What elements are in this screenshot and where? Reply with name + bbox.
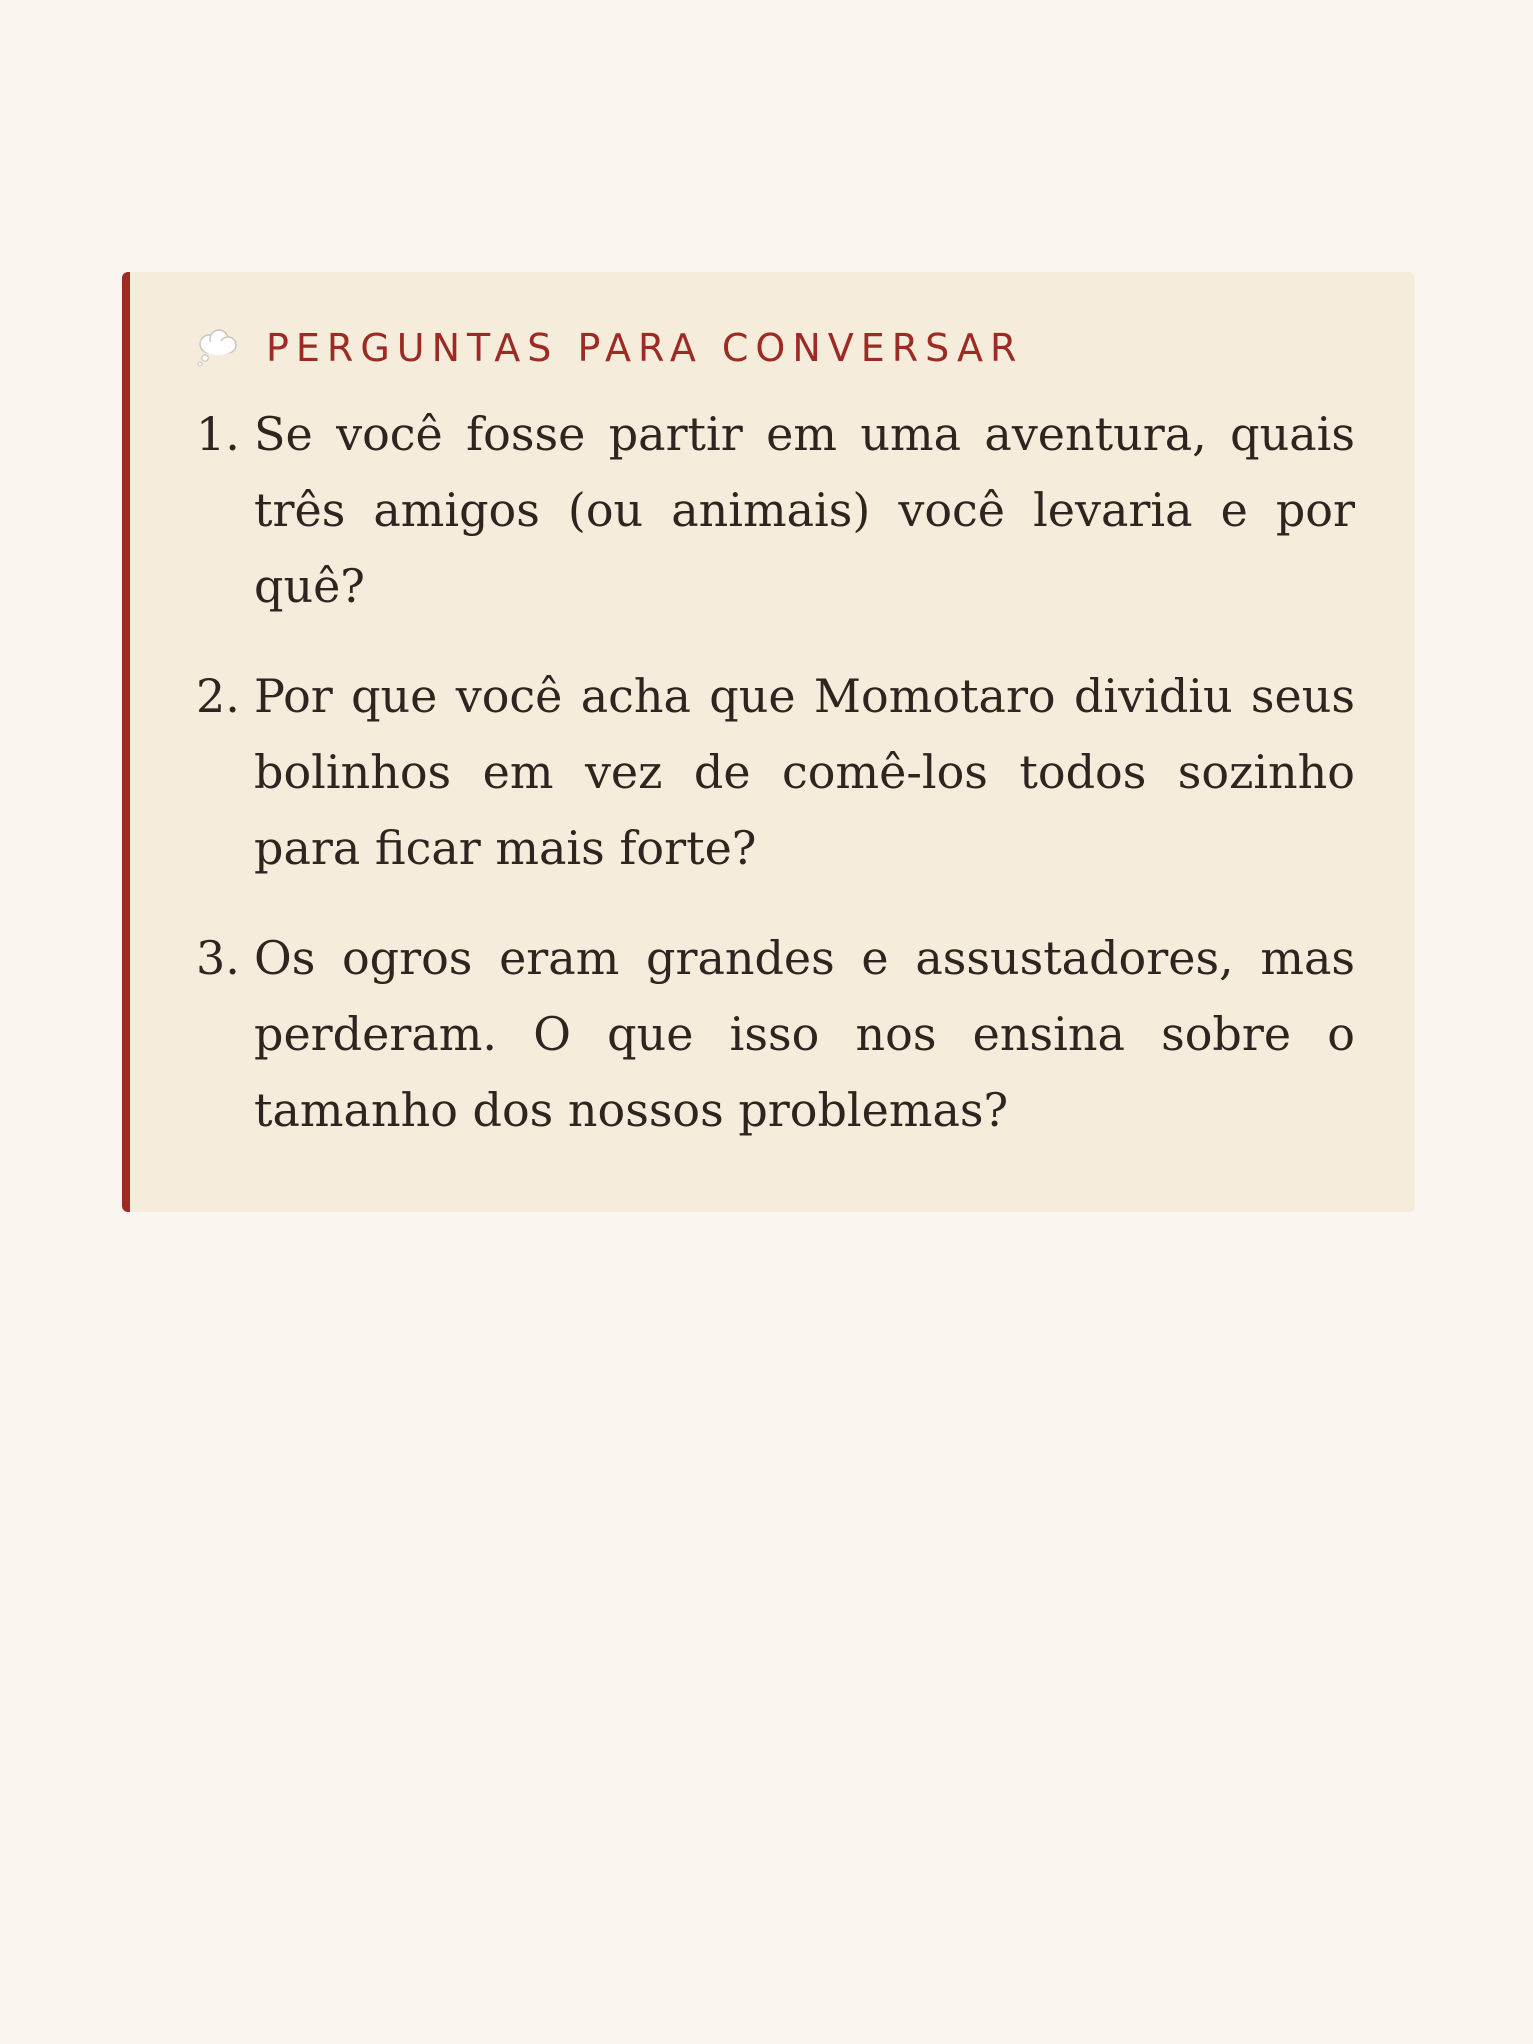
- question-number: 3.: [196, 931, 240, 985]
- list-item: [196, 920, 1355, 1148]
- question-number: 1.: [196, 407, 240, 461]
- callout-title: PERGUNTAS PARA CONVERSAR: [266, 326, 1024, 370]
- thought-balloon-icon: [196, 328, 240, 368]
- list-item: [196, 396, 1355, 624]
- question-text: Os ogros eram grandes e assustadores, mas perderam. O que isso nos ensina sobre o tamanho dos nossos problemas?: [254, 931, 1355, 1137]
- question-text: Se você fosse partir em uma aventura, quais três amigos (ou animais) você levaria e por quê?: [254, 407, 1355, 613]
- question-number: 2.: [196, 669, 240, 723]
- callout-header: [196, 320, 1355, 376]
- question-text: Por que você acha que Momotaro dividiu seus bolinhos em vez de comê-los todos sozinho para ficar mais forte?: [254, 669, 1355, 875]
- questions-list: [196, 396, 1355, 1148]
- discussion-questions-callout: [122, 272, 1415, 1212]
- list-item: [196, 658, 1355, 886]
